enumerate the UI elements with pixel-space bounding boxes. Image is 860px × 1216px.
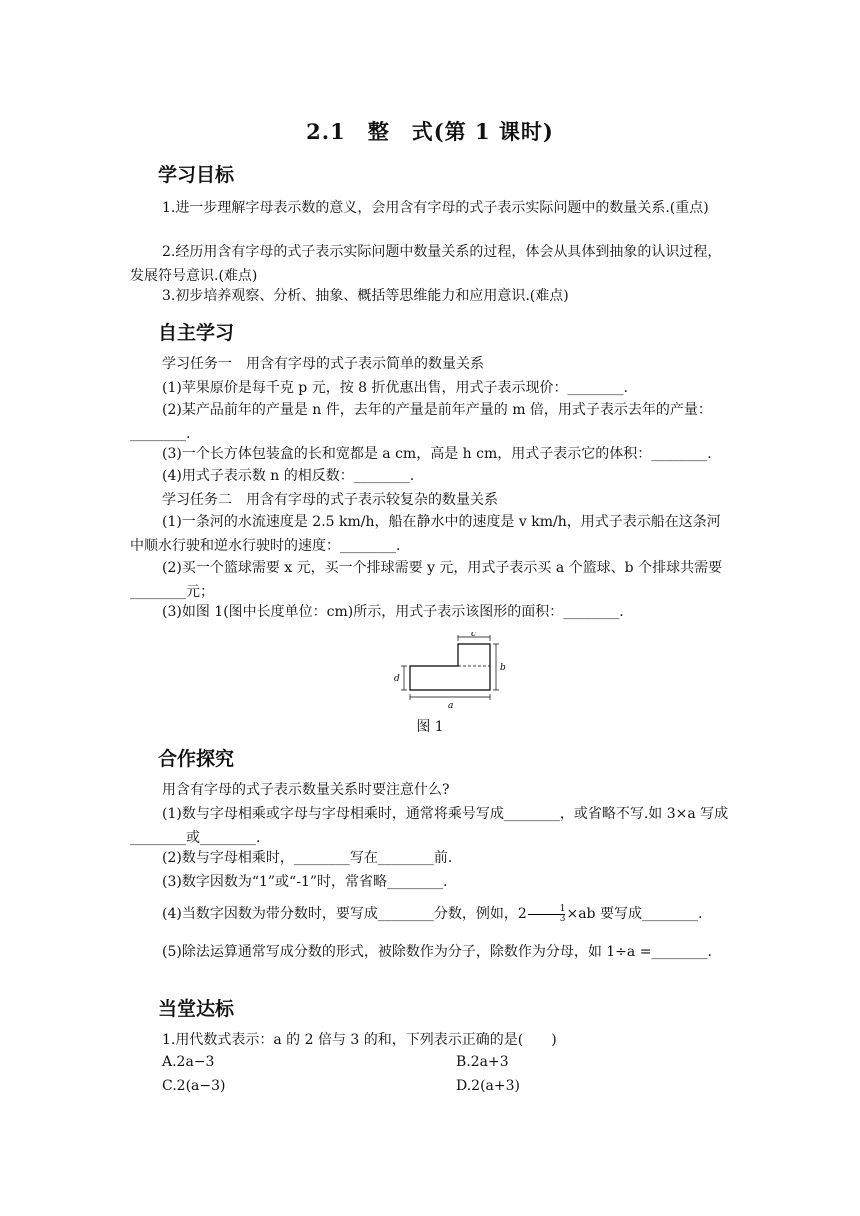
figure-label-b: b (500, 663, 506, 673)
explore-item-4 (130, 902, 734, 926)
task1-item-1: (1)苹果原价是每千克 p 元，按 8 折优惠出售，用式子表示现价：________. (162, 380, 628, 396)
explore-item-5: (5)除法运算通常写成分数的形式，被除数作为分子，除数作为分母，如 1÷a =________. (162, 944, 712, 960)
task1-item-4: (4)用式子表示数 n 的相反数：________. (162, 468, 415, 484)
option-a: A.2a−3 (162, 1054, 215, 1070)
explore-item-4-before: (4)当数字因数为带分数时，要写成________分数，例如，2 (162, 906, 527, 922)
mixed-fraction (528, 905, 566, 924)
figure-caption: 图 1 (416, 719, 444, 735)
goal-1: 1.进一步理解字母表示数的意义，会用含有字母的式子表示实际问题中的数量关系.(重点) (162, 200, 709, 216)
heading-self-study: 自主学习 (158, 322, 235, 344)
task1-item-2: (2)某产品前年的产量是 n 件，去年的产量是前年产量的 m 倍，用式子表示去年的产量：________. (130, 402, 712, 442)
fraction-denominator: 3 (528, 914, 566, 924)
task2-item-2: (2)买一个篮球需要 x 元，买一个排球需要 y 元，用式子表示买 a 个篮球、b 个排球共需要________元； (130, 560, 723, 600)
explore-intro: 用含有字母的式子表示数量关系时要注意什么? (162, 782, 450, 798)
goal-3: 3.初步培养观察、分析、抽象、概括等思维能力和应用意识.(难点) (162, 288, 569, 304)
figure-label-d: d (394, 674, 400, 684)
figure-label-c: c (471, 632, 477, 639)
option-b: B.2a+3 (456, 1054, 509, 1070)
figure-label-a: a (448, 701, 454, 711)
task1-item-3: (3)一个长方体包装盒的长和宽都是 a cm，高是 h cm，用式子表示它的体积：________. (162, 446, 712, 462)
explore-item-1: (1)数与字母相乘或字母与字母相乘时，通常将乘号写成________，或省略不写.如 3×a 写成________或________. (130, 806, 729, 846)
heading-practice: 当堂达标 (158, 998, 235, 1020)
heading-explore: 合作探究 (158, 748, 235, 770)
task2-item-1: (1)一条河的水流速度是 2.5 km/h，船在静水中的速度是 v km/h，用式子表示船在这条河中顺水行驶和逆水行驶时的速度：________. (130, 514, 721, 554)
explore-item-2: (2)数与字母相乘时，________写在________前. (162, 850, 453, 866)
heading-goals: 学习目标 (158, 164, 235, 186)
explore-item-4-after: ×ab 要写成________. (566, 906, 703, 922)
figure-1-diagram (388, 632, 508, 712)
page-title: 2.1 整 式(第 1 课时) (306, 119, 554, 144)
task2-title: 学习任务二 用含有字母的式子表示较复杂的数量关系 (162, 492, 498, 508)
task2-item-3: (3)如图 1(图中长度单位：cm)所示，用式子表示该图形的面积：________. (162, 604, 624, 620)
goal-2: 2.经历用含有字母的式子表示实际问题中数量关系的过程，体会从具体到抽象的认识过程，发展符号意识.(难点) (130, 244, 722, 284)
fraction-numerator: 1 (559, 903, 566, 914)
explore-item-3: (3)数字因数为“1”或“-1”时，常省略________. (162, 874, 448, 890)
option-d: D.2(a+3) (456, 1078, 520, 1094)
option-c: C.2(a−3) (162, 1078, 226, 1094)
practice-question-1: 1.用代数式表示：a 的 2 倍与 3 的和，下列表示正确的是( ) (162, 1032, 557, 1048)
task1-title: 学习任务一 用含有字母的式子表示简单的数量关系 (162, 356, 484, 372)
